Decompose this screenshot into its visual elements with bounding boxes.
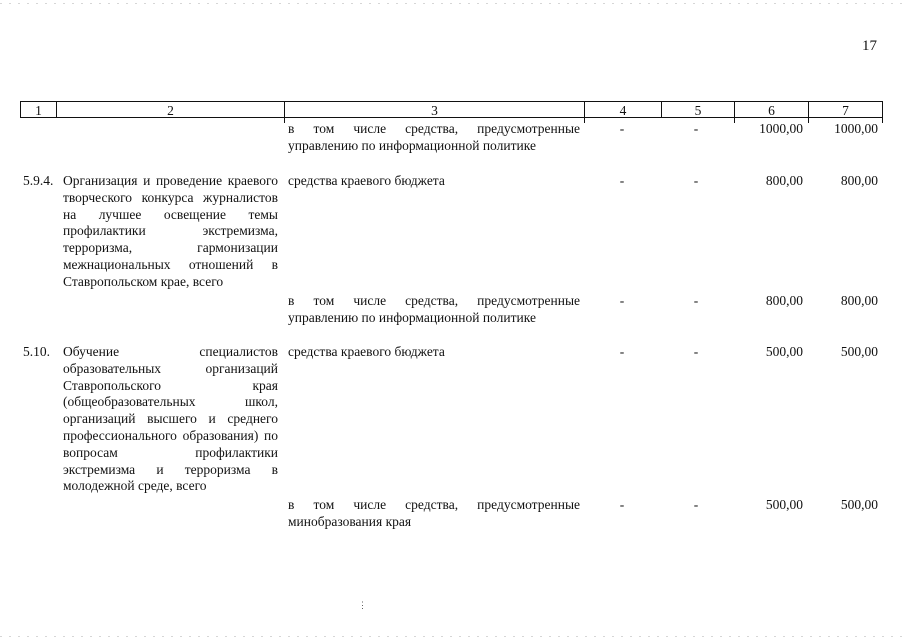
column-divider-tick (284, 118, 285, 123)
row-col-6: 1000,00 (759, 121, 803, 136)
row-description: Обучение специалистов образовательных организаций Ставропольского края (общеобразовательных школ, организаций высшего и среднего профессионального образования) по вопросам профилактики экстремизма и терроризма в молодежной среде, всего (63, 344, 278, 494)
row-col-5: - (693, 173, 699, 188)
row-col-7: 1000,00 (834, 121, 878, 136)
row-description: Организация и проведение краевого творческого конкурса журналистов на лучшее освещение темы профилактики экстремизма, терроризма, гармонизации межнациональных отношений в Ставропольском крае, всего (63, 173, 278, 289)
row-col-5: - (693, 293, 699, 308)
header-col-1: 1 (20, 101, 56, 118)
row-col-5: - (693, 121, 699, 136)
row-code: 5.10. (23, 344, 50, 359)
row-col-4: - (619, 293, 625, 308)
header-col-3: 3 (284, 101, 584, 118)
column-divider-tick (584, 118, 585, 123)
row-source: в том числе средства, предусмотренные управлению по информационной политике (288, 293, 580, 325)
header-col-2: 2 (56, 101, 284, 118)
row-col-6: 500,00 (765, 344, 803, 359)
row-col-5: - (693, 497, 699, 512)
row-col-4: - (619, 497, 625, 512)
row-col-5: - (693, 344, 699, 359)
row-source: средства краевого бюджета (288, 344, 445, 359)
row-source: в том числе средства, предусмотренные минобразования края (288, 497, 580, 529)
row-col-6: 800,00 (765, 173, 803, 188)
header-col-5: 5 (661, 101, 734, 118)
row-col-4: - (619, 173, 625, 188)
page-number: 17 (862, 38, 877, 54)
row-source: в том числе средства, предусмотренные управлению по информационной политике (288, 121, 580, 153)
row-col-4: - (619, 344, 625, 359)
scan-speck: ⋮ (358, 600, 367, 610)
header-col-7: 7 (808, 101, 883, 118)
row-source: средства краевого бюджета (288, 173, 445, 188)
row-code: 5.9.4. (23, 173, 54, 188)
scan-noise-top (0, 3, 905, 4)
row-col-4: - (619, 121, 625, 136)
row-col-7: 800,00 (840, 173, 878, 188)
header-col-6: 6 (734, 101, 808, 118)
column-divider-tick (882, 118, 883, 123)
scan-noise-bottom (0, 636, 905, 637)
row-col-6: 500,00 (765, 497, 803, 512)
header-col-4: 4 (584, 101, 661, 118)
row-col-7: 500,00 (840, 344, 878, 359)
row-col-6: 800,00 (765, 293, 803, 308)
row-col-7: 500,00 (840, 497, 878, 512)
row-col-7: 800,00 (840, 293, 878, 308)
